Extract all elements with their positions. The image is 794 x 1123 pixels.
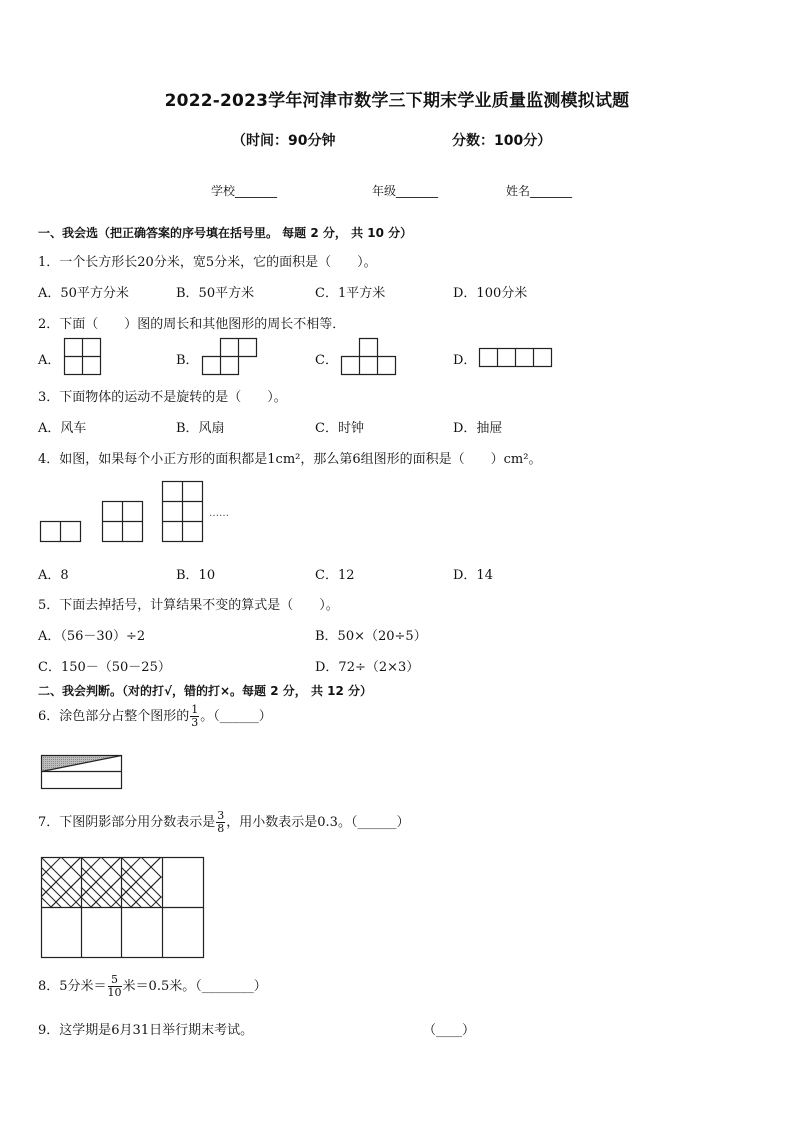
q7-fraction (216, 810, 225, 835)
q1-option-b: B．50平方米 (176, 286, 255, 301)
q4-ellipsis: …… (209, 508, 229, 519)
q5-option-c: C．150－（50－25） (38, 660, 171, 675)
question-6 (38, 704, 272, 729)
q2-figure-d (479, 348, 553, 368)
q4-option-c: C．12 (315, 568, 355, 583)
q6-numerator: 1 (191, 703, 199, 716)
q2-figure-a (64, 338, 102, 376)
exam-score: 分数：100分） (452, 133, 552, 149)
q5-option-b: B．50×（20÷5） (315, 629, 427, 644)
q7-answer-blank[interactable]: ，用小数表示是0.3。（______） (226, 815, 410, 830)
q8-denominator: 10 (107, 986, 122, 999)
question-2: 2．下面（ ）图的周长和其他图形的周长不相等． (38, 317, 346, 332)
q3-option-d: D．抽屉 (453, 421, 503, 436)
q4-group-3-figure (162, 481, 204, 543)
q6-answer-blank[interactable]: 。（______） (200, 709, 272, 724)
q7-text: 7．下图阴影部分用分数表示是 (38, 815, 216, 830)
q3-option-b: B．风扇 (176, 421, 225, 436)
q2-option-a: A． (38, 353, 61, 368)
q5-option-d: D．72÷（2×3） (315, 660, 420, 675)
q2-figure-c (341, 338, 397, 376)
section-2-heading: 二、我会判断。（对的打√，错的打×。每题 2 分， 共 12 分） (38, 684, 372, 698)
q8-numerator: 5 (108, 974, 122, 987)
q7-denominator: 8 (217, 822, 225, 835)
q7-figure (41, 857, 205, 959)
q6-denominator: 3 (191, 716, 199, 729)
question-9: 9．这学期是6月31日举行期末考试。 (38, 1023, 254, 1038)
q4-option-a: A．8 (38, 568, 69, 583)
q2-figure-b (202, 338, 258, 376)
question-7 (38, 810, 409, 835)
q2-option-d: D． (453, 353, 477, 368)
section-1-heading: 一、我会选（把正确答案的序号填在括号里。 每题 2 分， 共 10 分） (38, 226, 413, 240)
q1-option-c: C．1平方米 (315, 286, 386, 301)
question-3: 3．下面物体的运动不是旋转的是（ ）。 (38, 390, 287, 405)
q2-option-c: C． (315, 353, 338, 368)
grade-field[interactable]: 年级_______ (372, 184, 439, 198)
q4-group-1-figure (40, 521, 82, 543)
q8-answer-blank[interactable]: 米＝0.5米。（________） (122, 979, 267, 994)
question-4: 4．如图，如果每个小正方形的面积都是1cm²，那么第6组图形的面积是（ ）cm²。 (38, 452, 542, 467)
school-field[interactable]: 学校_______ (211, 184, 278, 198)
name-field[interactable]: 姓名_______ (506, 184, 573, 198)
page-title: 2022-2023学年河津市数学三下期末学业质量监测模拟试题 (164, 91, 630, 111)
q8-text: 8．5分米＝ (38, 979, 107, 994)
question-5: 5．下面去掉括号，计算结果不变的算式是（ ）。 (38, 598, 339, 613)
q3-option-c: C．时钟 (315, 421, 364, 436)
q1-option-d: D．100分米 (453, 286, 528, 301)
q1-option-a: A．50平方分米 (38, 286, 129, 301)
exam-time: （时间：90分钟 (232, 133, 336, 149)
q8-fraction (108, 974, 122, 999)
q7-numerator: 3 (217, 809, 225, 822)
q9-answer-blank[interactable]: （____） (423, 1023, 476, 1038)
q4-option-d: D．14 (453, 568, 493, 583)
q3-option-a: A．风车 (38, 421, 87, 436)
q5-option-a: A．（56－30）÷2 (38, 629, 146, 644)
q4-option-b: B．10 (176, 568, 216, 583)
q2-option-b: B． (176, 353, 199, 368)
question-8 (38, 974, 267, 999)
q6-fraction (190, 704, 199, 729)
q6-figure (41, 755, 123, 791)
question-1: 1．一个长方形长20分米，宽5分米，它的面积是（ ）。 (38, 255, 377, 270)
q6-text: 6．涂色部分占整个图形的 (38, 709, 190, 724)
q4-group-2-figure (102, 501, 144, 543)
